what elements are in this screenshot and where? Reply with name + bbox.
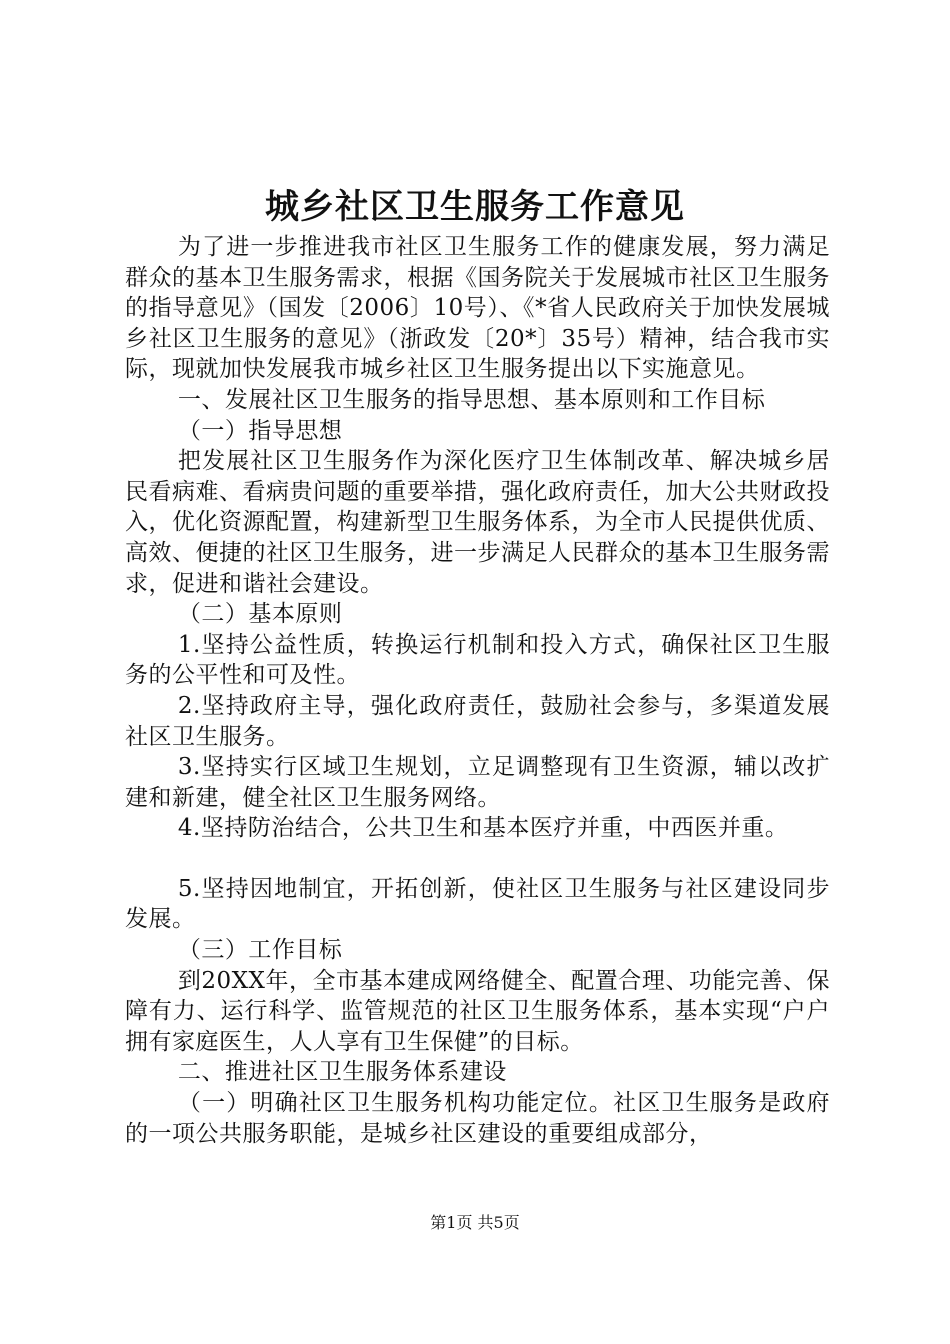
subsection-heading-guiding-ideology: （一）指导思想 xyxy=(177,417,343,444)
paragraph-function-positioning: （一）明确社区卫生服务机构功能定位。社区卫生服务是政府的一项公共服务职能，是城乡社区建设的重要组成部分， xyxy=(125,1090,830,1147)
paragraph-work-goals: 到20XX年，全市基本建成网络健全、配置合理、功能完善、保障有力、运行科学、监管规范的社区卫生服务体系，基本实现“户户拥有家庭医生，人人享有卫生保健”的目标。 xyxy=(125,967,830,1055)
principle-item-3: 3.坚持实行区域卫生规划，立足调整现有卫生资源，辅以改扩建和新建，健全社区卫生服务网络。 xyxy=(125,754,830,811)
subsection-heading-work-goals: （三）工作目标 xyxy=(177,937,343,964)
page-number-footer: 第1页 共5页 xyxy=(430,1213,520,1232)
principle-item-4: 4.坚持防治结合，公共卫生和基本医疗并重，中西医并重。 xyxy=(177,815,789,842)
paragraph-intro: 为了进一步推进我市社区卫生服务工作的健康发展，努力满足群众的基本卫生服务需求，根据《国务院关于发展城市社区卫生服务的指导意见》（国发〔2006〕10号）、《*省人民政府关于加快发展城乡社区卫生服务的意见》（浙政发〔20*〕35号）精神，结合我市实际，现就加快发展我市城乡社区卫生服务提出以下实施意见。 xyxy=(125,234,830,383)
section-heading-1: 一、发展社区卫生服务的指导思想、基本原则和工作目标 xyxy=(177,386,766,413)
principle-item-5: 5.坚持因地制宜，开拓创新，使社区卫生服务与社区建设同步发展。 xyxy=(125,875,830,933)
principle-item-1: 1.坚持公益性质，转换运行机制和投入方式，确保社区卫生服务的公平性和可及性。 xyxy=(125,631,830,689)
document-title: 城乡社区卫生服务工作意见 xyxy=(265,187,685,227)
section-heading-2: 二、推进社区卫生服务体系建设 xyxy=(177,1059,507,1086)
paragraph-guiding-ideology: 把发展社区卫生服务作为深化医疗卫生体制改革、解决城乡居民看病难、看病贵问题的重要举措，强化政府责任，加大公共财政投入，优化资源配置，构建新型卫生服务体系，为全市人民提供优质、高效、便捷的社区卫生服务，进一步满足人民群众的基本卫生服务需求，促进和谐社会建设。 xyxy=(125,448,830,597)
document-body xyxy=(125,232,830,1149)
subsection-heading-basic-principles: （二）基本原则 xyxy=(177,601,343,628)
principle-item-2: 2.坚持政府主导，强化政府责任，鼓励社会参与，多渠道发展社区卫生服务。 xyxy=(125,692,830,750)
